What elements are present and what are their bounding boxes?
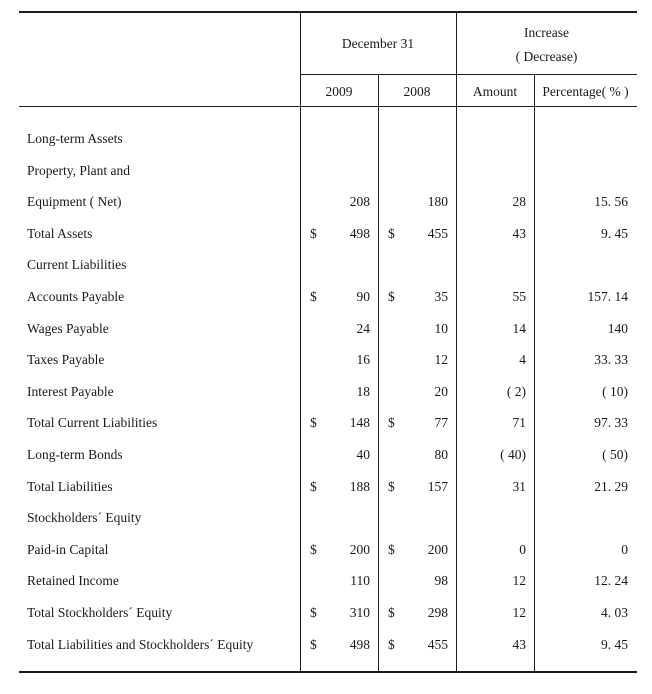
value-2008: 77: [434, 415, 448, 430]
value-2008: 35: [434, 289, 448, 304]
header-increase: Increase: [524, 25, 569, 40]
row-label: Long-term Bonds: [27, 447, 123, 462]
value-amount: 43: [512, 637, 526, 652]
col-divider-2008: [456, 11, 457, 672]
value-percent: 9. 45: [601, 637, 628, 652]
value-percent: 21. 29: [594, 479, 628, 494]
value-2008: 20: [434, 384, 448, 399]
row-label: Accounts Payable: [27, 289, 125, 304]
row-label: Total Current Liabilities: [27, 415, 158, 430]
value-amount: 0: [519, 542, 526, 557]
value-percent: 15. 56: [594, 194, 628, 209]
value-percent: 0: [621, 542, 628, 557]
col-divider-2009: [378, 74, 379, 672]
value-2009: 208: [349, 194, 370, 209]
currency-2008: $: [388, 289, 395, 304]
col-divider-label: [300, 11, 301, 672]
value-2009: 498: [349, 637, 370, 652]
value-percent: 97. 33: [594, 415, 628, 430]
value-percent: 140: [607, 321, 628, 336]
row-label: Stockholders´ Equity: [27, 510, 142, 525]
row-label: Current Liabilities: [27, 257, 127, 272]
value-2009: 16: [356, 352, 370, 367]
value-2009: 498: [349, 226, 370, 241]
currency-2009: $: [310, 479, 317, 494]
col-divider-amount: [534, 74, 535, 672]
value-amount: 12: [512, 573, 526, 588]
row-label: Total Assets: [27, 226, 93, 241]
row-label: Total Stockholders´ Equity: [27, 605, 173, 620]
row-label: Total Liabilities: [27, 479, 113, 494]
currency-2009: $: [310, 289, 317, 304]
bottom-rule: [19, 671, 637, 673]
header-2008: 2008: [403, 84, 431, 99]
value-amount: 12: [512, 605, 526, 620]
header-percentage: Percentage( % ): [542, 84, 629, 99]
currency-2009: $: [310, 605, 317, 620]
value-amount: ( 2): [506, 384, 526, 399]
value-2008: 157: [427, 479, 448, 494]
value-amount: 71: [512, 415, 526, 430]
row-label: Total Liabilities and Stockholders´ Equity: [27, 637, 254, 652]
value-2008: 12: [434, 352, 448, 367]
top-rule: [19, 11, 637, 13]
row-label: Taxes Payable: [27, 352, 105, 367]
value-2008: 10: [434, 321, 448, 336]
value-percent: ( 10): [602, 384, 628, 399]
value-2009: 110: [350, 573, 370, 588]
value-amount: 31: [512, 479, 526, 494]
value-2009: 90: [356, 289, 370, 304]
currency-2009: $: [310, 226, 317, 241]
currency-2008: $: [388, 637, 395, 652]
value-2009: 40: [356, 447, 370, 462]
currency-2009: $: [310, 637, 317, 652]
header-december-31: December 31: [341, 36, 415, 51]
currency-2008: $: [388, 479, 395, 494]
value-amount: 4: [519, 352, 526, 367]
header-decrease: ( Decrease): [515, 49, 578, 64]
currency-2009: $: [310, 415, 317, 430]
row-label: Wages Payable: [27, 321, 109, 336]
value-2009: 18: [356, 384, 370, 399]
header-amount: Amount: [472, 84, 518, 99]
currency-2008: $: [388, 605, 395, 620]
value-percent: 12. 24: [594, 573, 628, 588]
value-2009: 188: [349, 479, 370, 494]
currency-2008: $: [388, 226, 395, 241]
header-bottom-rule: [19, 106, 637, 107]
value-percent: ( 50): [602, 447, 628, 462]
currency-2008: $: [388, 542, 395, 557]
value-amount: 43: [512, 226, 526, 241]
row-label: Retained Income: [27, 573, 119, 588]
value-percent: 33. 33: [594, 352, 628, 367]
row-label: Paid-in Capital: [27, 542, 109, 557]
value-amount: 14: [512, 321, 526, 336]
header-2009: 2009: [325, 84, 353, 99]
value-amount: 55: [512, 289, 526, 304]
row-label: Interest Payable: [27, 384, 114, 399]
row-label: Property, Plant and: [27, 163, 130, 178]
value-2009: 148: [349, 415, 370, 430]
value-2009: 200: [349, 542, 370, 557]
currency-2008: $: [388, 415, 395, 430]
header-subrule: [300, 74, 637, 75]
value-2009: 310: [349, 605, 370, 620]
value-2008: 455: [427, 637, 448, 652]
value-2008: 80: [434, 447, 448, 462]
row-label: Equipment ( Net): [27, 194, 122, 209]
value-amount: ( 40): [500, 447, 526, 462]
value-2008: 298: [427, 605, 448, 620]
value-percent: 4. 03: [601, 605, 628, 620]
value-2009: 24: [356, 321, 370, 336]
currency-2009: $: [310, 542, 317, 557]
value-percent: 9. 45: [601, 226, 628, 241]
value-percent: 157. 14: [587, 289, 628, 304]
row-label: Long-term Assets: [27, 131, 123, 146]
value-amount: 28: [512, 194, 526, 209]
value-2008: 200: [427, 542, 448, 557]
value-2008: 98: [434, 573, 448, 588]
value-2008: 180: [427, 194, 448, 209]
value-2008: 455: [427, 226, 448, 241]
